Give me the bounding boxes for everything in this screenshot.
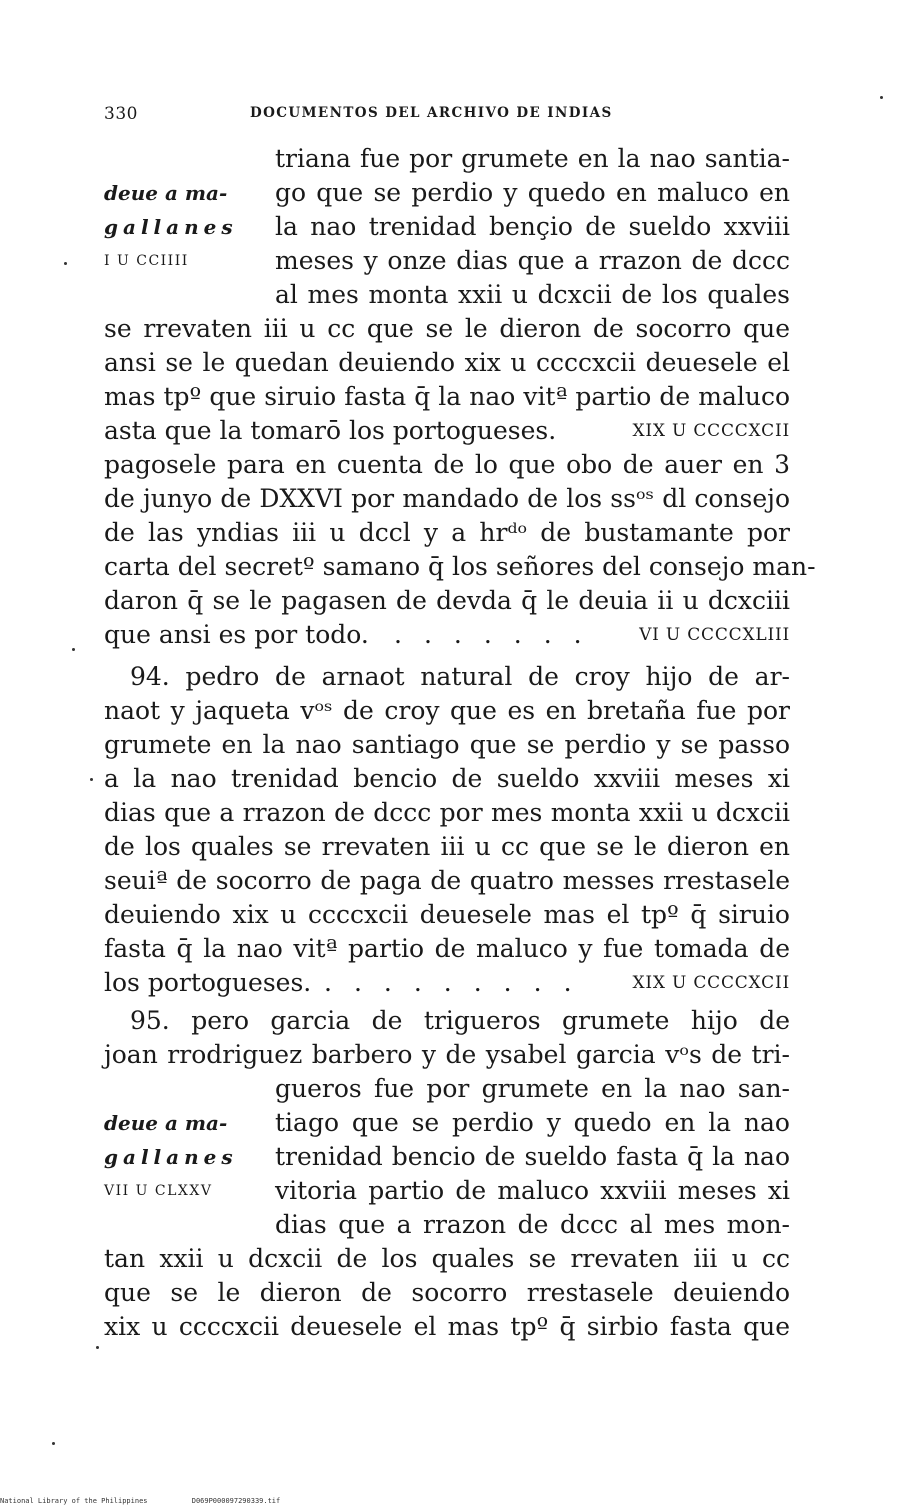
text-line: a la nao trenidad bencio de sueldo xxviii meses xi [104,764,790,793]
text-line: go que se perdio y quedo en maluco en [275,178,790,207]
text-line: grumete en la nao santiago que se perdio y se passo [104,730,790,759]
entry-95-first-line: 95. pero garcia de trigueros grumete hijo de [130,1006,790,1035]
margin-note-1-line-2: gallanes [104,215,238,239]
text-line: triana fue por grumete en la nao santia- [275,144,790,173]
line-text: los portogueses. [104,968,312,997]
text-line: dias que a rrazon de dccc al mes mon- [275,1210,790,1239]
line-text: asta que la tomarō los portogueses. [104,416,557,445]
text-line: mas tpº que siruio fasta q̄ la nao vitª partio de maluco [104,382,790,411]
text-line: de las yndias iii u dccl y a hrᵈᵒ de bustamante por [104,518,790,547]
text-line: dias que a rrazon de dccc por mes monta xxii u dcxcii [104,798,790,827]
text-line: de junyo de DXXVI por mandado de los ssᵒˢ dl consejo [104,484,790,513]
running-title: DOCUMENTOS DEL ARCHIVO DE INDIAS [250,105,613,121]
text-line: al mes monta xxii u dcxcii de los quales [275,280,790,309]
leader-dots: ....... [394,620,604,649]
scan-footer [0,1497,898,1505]
text-line: daron q̄ se le pagasen de devda q̄ le deuia ii u dcxciii [104,586,790,615]
text-line: gueros fue por grumete en la nao san- [275,1074,790,1103]
text-line [104,414,790,448]
text-line [104,618,790,652]
margin-note-2-line-2: gallanes [104,1145,238,1169]
text-line [104,966,790,1000]
text-line: trenidad bencio de sueldo fasta q̄ la nao [275,1142,790,1171]
text-line: carta del secretº samano q̄ los señores del consejo man- [104,552,816,581]
margin-note-2-line-3: VII U CLXXV [104,1183,213,1199]
text-line: seuiª de socorro de paga de quatro messes rrestasele [104,866,790,895]
footer-institution: National Library of the Philippines [0,1497,148,1505]
text-line: meses y onze dias que a rrazon de dccc [275,246,790,275]
page-number: 330 [104,104,138,124]
line-text: que ansi es por todo. [104,620,369,649]
margin-note-1-line-3: I U CCIIII [104,253,189,269]
text-line: se rrevaten iii u cc que se le dieron de socorro que [104,314,790,343]
text-line: naot y jaqueta vᵒˢ de croy que es en bretaña fue por [104,696,790,725]
scan-speck [52,1442,55,1445]
margin-note-1-line-1: deue a ma- [104,181,228,205]
text-line: xix u ccccxcii deuesele el mas tpº q̄ sirbio fasta que [104,1312,790,1341]
text-line: la nao trenidad bençio de sueldo xxviii [275,212,790,241]
text-line: deuiendo xix u ccccxcii deuesele mas el tpº q̄ siruio [104,900,790,929]
text-line: fasta q̄ la nao vitª partio de maluco y fue tomada de [104,934,790,963]
scan-speck [64,262,67,265]
scan-speck [72,648,75,651]
text-line: vitoria partio de maluco xxviii meses xi [275,1176,790,1205]
page-header [0,104,898,128]
scan-speck [96,1346,99,1349]
sum-amount: VI U CCCCXLIII [639,625,790,645]
text-line: que se le dieron de socorro rrestasele deuiendo [104,1278,790,1307]
text-line: joan rrodriguez barbero y de ysabel garcia vᵒs de tri- [104,1040,790,1069]
scan-speck [880,96,883,99]
text-line: pagosele para en cuenta de lo que obo de auer en 3 [104,450,790,479]
footer-file-id: D069P000097290339.tif [191,1497,281,1505]
scan-speck [90,778,93,781]
entry-94-first-line: 94. pedro de arnaot natural de croy hijo de ar- [130,662,790,691]
text-line: de los quales se rrevaten iii u cc que se le dieron en [104,832,790,861]
leader-dots: ......... [324,968,594,997]
text-line: tiago que se perdio y quedo en la nao [275,1108,790,1137]
sum-amount: XIX U CCCCXCII [632,421,790,441]
margin-note-2-line-1: deue a ma- [104,1111,228,1135]
sum-amount: XIX U CCCCXCII [632,973,790,993]
text-line: tan xxii u dcxcii de los quales se rrevaten iii u cc [104,1244,790,1273]
text-line: ansi se le quedan deuiendo xix u ccccxcii deuesele el [104,348,790,377]
